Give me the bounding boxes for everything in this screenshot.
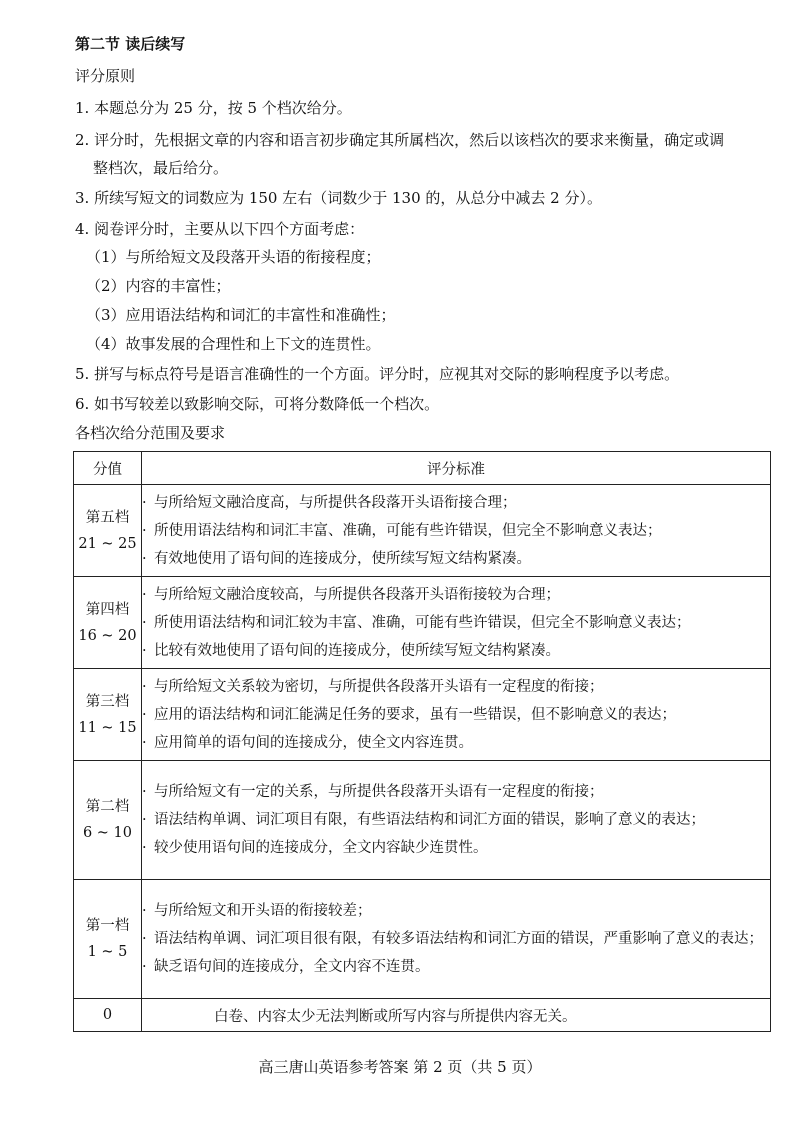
bullet-dot: · (142, 522, 147, 539)
header-criteria: 评分标准 (142, 452, 771, 485)
criterion: · 应用简单的语句间的连接成分，使全文内容连贯。 (142, 729, 770, 757)
bullet-dot: · (142, 494, 147, 511)
level-cell (74, 761, 142, 880)
criterion: · 较少使用语句间的连接成分，全文内容缺少连贯性。 (142, 834, 770, 862)
principle-subitem: （1）与所给短文及段落开头语的衔接程度； (86, 248, 381, 266)
level-name: 第一档 (85, 918, 130, 934)
criterion: · 比较有效地使用了语句间的连接成分，使所续写短文结构紧凑。 (142, 637, 770, 665)
page-footer: 高三唐山英语参考答案 第 2 页（共 5 页） (258, 1058, 542, 1076)
criteria-cell (142, 485, 771, 577)
principle-subitem: （2）内容的丰富性； (86, 277, 231, 295)
criterion: · 语法结构单调、词汇项目有限，有些语法结构和词汇方面的错误，影响了意义的表达； (142, 806, 770, 834)
bullet-dot: · (142, 840, 147, 856)
table-row (74, 669, 771, 761)
bullet-dot: · (142, 642, 147, 659)
table-row (74, 577, 771, 669)
bullet-dot: · (142, 959, 147, 975)
level-name: 第四档 (85, 601, 130, 618)
principle-item-continued: 整档次，最后给分。 (93, 159, 229, 177)
bullet-dot: · (142, 784, 147, 800)
table-row (74, 761, 771, 880)
bullet-dot: · (142, 734, 147, 751)
level-range: 11 ~ 15 (78, 719, 137, 736)
level-cell (74, 669, 142, 761)
table-header-row (74, 452, 771, 485)
level-cell (74, 485, 142, 577)
principles-heading: 评分原则 (75, 67, 136, 85)
table-heading: 各档次给分范围及要求 (75, 424, 226, 442)
scoring-table (73, 451, 771, 1032)
principle-item: 4. 阅卷评分时，主要从以下四个方面考虑： (75, 220, 365, 238)
bullet-dot: · (142, 706, 147, 723)
section-title: 第二节 读后续写 (75, 35, 186, 53)
bullet-dot: · (142, 614, 147, 631)
bullet-dot: · (142, 812, 147, 828)
criterion: · 与所给短文关系较为密切，与所提供各段落开头语有一定程度的衔接； (142, 673, 770, 701)
header-score: 分值 (74, 452, 142, 485)
bullet-dot: · (142, 678, 147, 695)
criterion: · 有效地使用了语句间的连接成分，使所续写短文结构紧凑。 (142, 545, 770, 573)
table-row-zero (74, 999, 771, 1032)
level-name: 第三档 (85, 693, 130, 710)
level-range: 6 ~ 10 (82, 825, 133, 841)
level-range: 1 ~ 5 (87, 944, 128, 960)
level-cell (74, 880, 142, 999)
level-cell: 0 (74, 999, 142, 1032)
table-row (74, 880, 771, 999)
criteria-cell (142, 761, 771, 880)
criterion: · 应用的语法结构和词汇能满足任务的要求，虽有一些错误，但不影响意义的表达； (142, 701, 770, 729)
principle-item: 1. 本题总分为 25 分，按 5 个档次给分。 (75, 99, 352, 117)
criteria-cell (142, 577, 771, 669)
level-range: 16 ~ 20 (78, 627, 137, 644)
principle-item: 5. 拼写与标点符号是语言准确性的一个方面。评分时，应视其对交际的影响程度予以考虑。 (75, 365, 680, 383)
criteria-cell (142, 880, 771, 999)
level-cell (74, 577, 142, 669)
table-row (74, 485, 771, 577)
principle-subitem: （4）故事发展的合理性和上下文的连贯性。 (86, 335, 381, 353)
principle-item: 2. 评分时，先根据文章的内容和语言初步确定其所属档次，然后以该档次的要求来衡量，确定或调 (75, 131, 725, 149)
principle-item: 3. 所续写短文的词数应为 150 左右（词数少于 130 的，从总分中减去 2 分）。 (75, 189, 602, 207)
criterion: · 与所给短文融洽度高，与所提供各段落开头语衔接合理； (142, 489, 770, 517)
bullet-dot: · (142, 550, 147, 567)
level-name: 第五档 (85, 509, 130, 526)
level-name: 第二档 (85, 799, 130, 815)
principle-subitem: （3）应用语法结构和词汇的丰富性和准确性； (86, 306, 396, 324)
bullet-dot: · (142, 586, 147, 603)
criterion: · 与所给短文融洽度较高，与所提供各段落开头语衔接较为合理； (142, 581, 770, 609)
criterion: · 与所给短文有一定的关系，与所提供各段落开头语有一定程度的衔接； (142, 778, 770, 806)
bullet-dot: · (142, 903, 147, 919)
zero-criteria: 白卷、内容太少无法判断或所写内容与所提供内容无关。 (142, 999, 771, 1032)
criterion: · 语法结构单调、词汇项目很有限，有较多语法结构和词汇方面的错误，严重影响了意义的表达； (142, 925, 770, 953)
bullet-dot: · (142, 931, 147, 947)
criterion: · 所使用语法结构和词汇丰富、准确，可能有些许错误，但完全不影响意义表达； (142, 517, 770, 545)
principle-item: 6. 如书写较差以致影响交际，可将分数降低一个档次。 (75, 395, 440, 413)
criteria-cell (142, 669, 771, 761)
criterion: · 缺乏语句间的连接成分，全文内容不连贯。 (142, 953, 770, 981)
level-range: 21 ~ 25 (78, 535, 137, 552)
criterion: · 所使用语法结构和词汇较为丰富、准确，可能有些许错误，但完全不影响意义表达； (142, 609, 770, 637)
criterion: · 与所给短文和开头语的衔接较差； (142, 897, 770, 925)
